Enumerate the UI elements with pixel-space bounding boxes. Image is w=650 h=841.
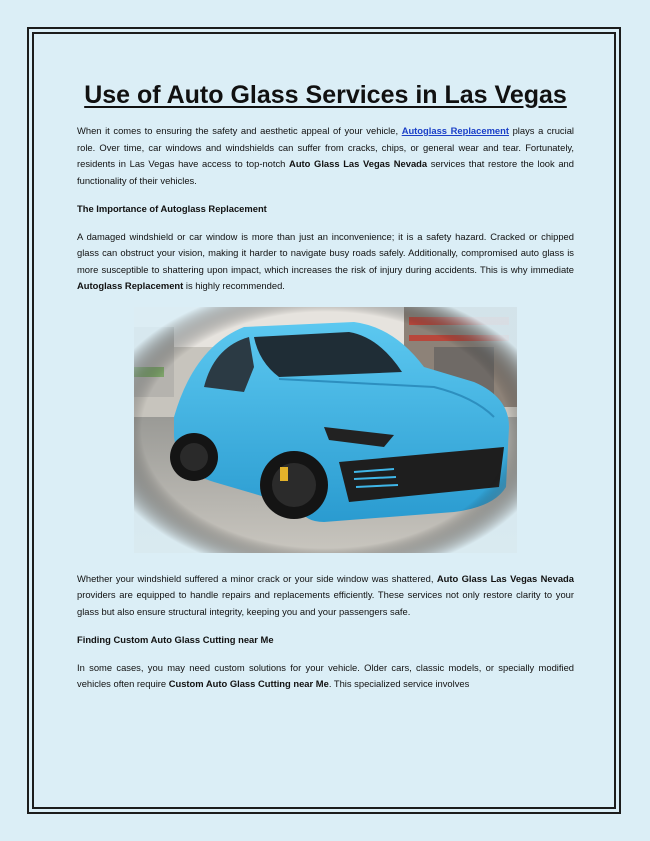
custom-text-2: . This specialized service involves xyxy=(328,678,470,689)
intro-text-3: services that restore the look and functionality of their vehicles. xyxy=(77,158,574,186)
providers-bold-1: Auto Glass Las Vegas Nevada xyxy=(436,572,574,584)
document-title: Use of Auto Glass Services in Las Vegas xyxy=(84,81,567,109)
importance-bold-1: Autoglass Replacement xyxy=(77,280,184,291)
section-heading-custom-cutting: Finding Custom Auto Glass Cutting near Me xyxy=(77,634,274,645)
intro-text-2: plays a crucial role. Over time, car windows and windshields can suffer from cracks, chips, or general wear and tear. Fortunately, residents in Las Vegas have access to top-notch xyxy=(77,125,574,169)
importance-text-2: is highly recommended. xyxy=(183,280,285,291)
intro-bold-1: Auto Glass Las Vegas Nevada xyxy=(289,158,428,169)
car-photo xyxy=(134,307,517,553)
autoglass-replacement-link[interactable]: Autoglass Replacement xyxy=(401,125,509,136)
importance-text-1: A damaged windshield or car window is more than just an inconvenience; it is a safety hazard. Cracked or chipped glass can obstruct your vision, making it harder to navigate busy roads safely. Additionally, compromised auto glass is more susceptible to shattering upon impact, which increases the risk of injury during accidents. This is why immediate xyxy=(77,230,574,275)
document-body xyxy=(77,78,574,705)
custom-text-1: In some cases, you may need custom solutions for your vehicle. Older cars, classic models, or specially modified vehicles often require xyxy=(77,661,574,689)
intro-paragraph xyxy=(77,123,574,189)
intro-text-1: When it comes to ensuring the safety and aesthetic appeal of your vehicle, xyxy=(77,125,402,136)
car-photo-icon xyxy=(134,307,517,553)
custom-cutting-paragraph xyxy=(77,660,574,693)
section-heading-importance: The Importance of Autoglass Replacement xyxy=(77,203,267,214)
providers-text-1: Whether your windshield suffered a minor crack or your side window was shattered, xyxy=(77,572,437,584)
providers-paragraph xyxy=(77,571,574,621)
custom-bold-1: Custom Auto Glass Cutting near Me xyxy=(168,678,329,689)
importance-paragraph xyxy=(77,229,574,295)
providers-text-2: providers are equipped to handle repairs and replacements efficiently. These services not only restore clarity to your glass but also ensure structural integrity, keeping you and your passengers safe. xyxy=(77,589,574,617)
